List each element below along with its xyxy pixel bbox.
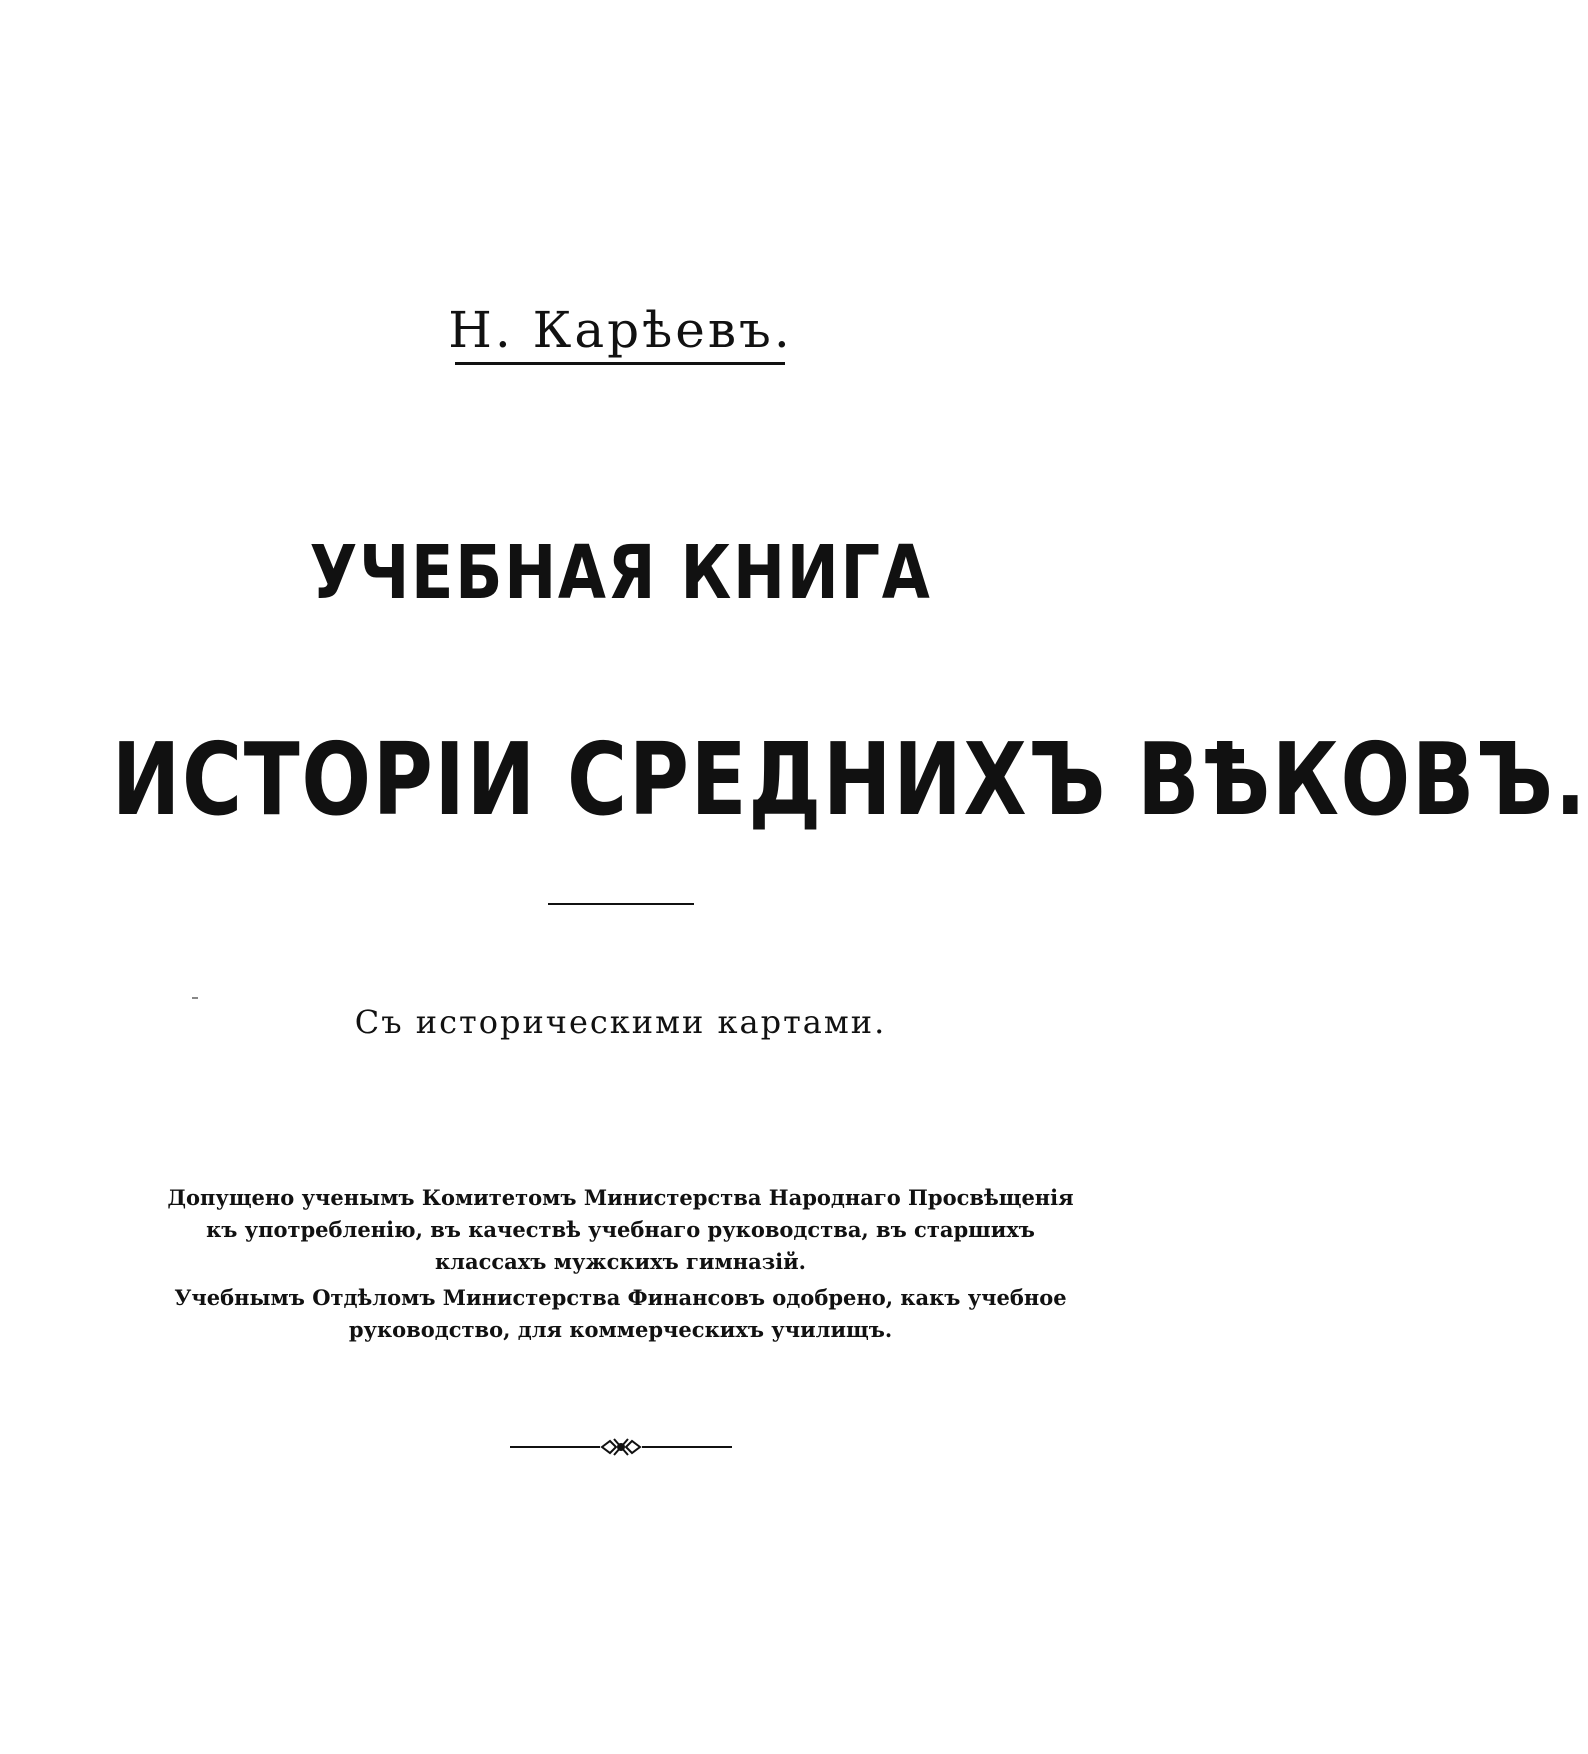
section-divider [548,903,694,905]
subtitle: Съ историческими картами. [354,1003,887,1041]
approval-notice-ministry-education: Допущено ученымъ Комитетомъ Министерства Народнаго Просвѣщенія къ употребленію, въ качествѣ учебнаго руководства, въ старшихъ классахъ мужскихъ гимназій. [167,1185,1074,1274]
approval-notice-ministry-finance: Учебнымъ Отдѣломъ Министерства Финансовъ одобрено, какъ учебное руководство, для коммерческихъ училищъ. [174,1285,1067,1342]
fleuron-icon [510,1435,732,1459]
book-title-line-1: УЧЕБНАЯ КНИГА [309,530,932,616]
scan-speck [192,997,198,999]
author-name: Н. Карѣевъ. [448,301,793,359]
author-underline [455,362,785,365]
book-title-line-2: ИСТОРІИ СРЕДНИХЪ ВѢКОВЪ. [111,721,1588,838]
